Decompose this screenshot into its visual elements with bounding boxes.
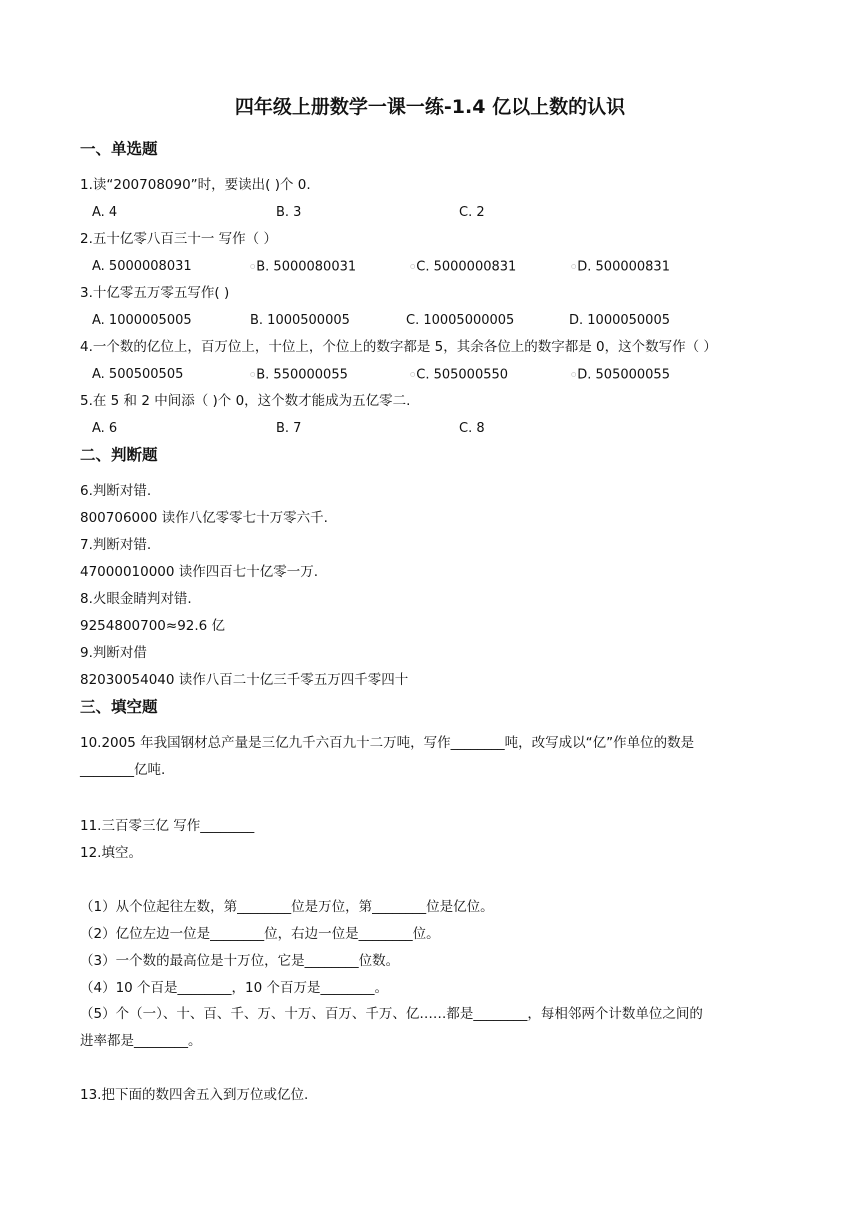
question-3-stem: 3.十亿零五万零五写作( ) bbox=[80, 285, 230, 301]
question-12-item-4: （4）10 个百是________，10 个百万是________。 bbox=[80, 980, 389, 996]
question-9-stem: 9.判断对借 bbox=[80, 645, 147, 661]
question-4-option-b-label: B. 550000055 bbox=[256, 367, 348, 383]
section-heading-fill-blank: 三、填空题 bbox=[80, 698, 158, 716]
page-title: 四年级上册数学一课一练-1.4 亿以上数的认识 bbox=[234, 96, 626, 118]
question-3-option-b[interactable]: B. 1000500005 bbox=[250, 313, 350, 328]
question-12-item-2: （2）亿位左边一位是________位，右边一位是________位。 bbox=[80, 926, 440, 942]
bullet-dot-icon: ○ bbox=[410, 263, 416, 270]
bullet-dot-icon: ○ bbox=[250, 263, 256, 270]
question-2-option-c-label: C. 5000000831 bbox=[416, 259, 517, 275]
question-4-option-d-label: D. 505000055 bbox=[577, 367, 670, 383]
section-heading-true-false: 二、判断题 bbox=[80, 446, 158, 464]
question-6-body: 800706000 读作八亿零零七十万零六千. bbox=[80, 510, 328, 526]
question-7-body: 47000010000 读作四百七十亿零一万. bbox=[80, 564, 319, 580]
question-13-stem: 13.把下面的数四舍五入到万位或亿位. bbox=[80, 1087, 309, 1103]
question-4-option-c[interactable] bbox=[410, 366, 508, 385]
question-5-option-a[interactable]: A. 6 bbox=[92, 421, 118, 436]
question-9-body: 82030054040 读作八百二十亿三千零五万四千零四十 bbox=[80, 672, 409, 688]
question-2-option-c[interactable] bbox=[410, 258, 516, 277]
question-4-option-c-label: C. 505000550 bbox=[416, 367, 509, 383]
bullet-dot-icon: ○ bbox=[571, 263, 577, 270]
question-8-body: 9254800700≈92.6 亿 bbox=[80, 618, 226, 634]
question-6-stem: 6.判断对错. bbox=[80, 483, 152, 499]
question-3-option-c[interactable]: C. 10005000005 bbox=[406, 313, 515, 328]
question-12-item-5: （5）个（一）、十、百、千、万、十万、百万、千万、亿……都是________，每相邻两个计数单位之间的 bbox=[80, 1006, 703, 1022]
question-7-stem: 7.判断对错. bbox=[80, 537, 152, 553]
question-4-stem: 4.一个数的亿位上，百万位上，十位上，个位上的数字都是 5，其余各位上的数字都是 0，这个数写作（ ） bbox=[80, 339, 717, 355]
question-11-stem: 11.三百零三亿 写作________ bbox=[80, 818, 255, 834]
question-4-option-a[interactable]: A. 500500505 bbox=[92, 367, 184, 382]
question-8-stem: 8.火眼金睛判对错. bbox=[80, 591, 192, 607]
question-3-option-d[interactable]: D. 1000050005 bbox=[569, 313, 670, 328]
question-12-item-5-continuation: 进率都是________。 bbox=[80, 1033, 202, 1049]
question-4-option-b[interactable] bbox=[250, 366, 348, 385]
question-2-option-b-label: B. 5000080031 bbox=[256, 259, 357, 275]
question-4-option-d[interactable] bbox=[571, 366, 670, 385]
question-2-option-d[interactable] bbox=[571, 258, 670, 277]
question-1-stem: 1.读“200708090”时，要读出( )个 0. bbox=[80, 177, 311, 193]
question-5-option-c[interactable]: C. 8 bbox=[459, 421, 485, 436]
question-2-option-b[interactable] bbox=[250, 258, 356, 277]
question-1-option-c[interactable]: C. 2 bbox=[459, 205, 485, 220]
question-1-option-a[interactable]: A. 4 bbox=[92, 205, 118, 220]
question-3-option-a[interactable]: A. 1000005005 bbox=[92, 313, 192, 328]
question-12-stem: 12.填空。 bbox=[80, 845, 142, 861]
question-2-option-a[interactable]: A. 5000008031 bbox=[92, 259, 192, 274]
bullet-dot-icon: ○ bbox=[250, 371, 256, 378]
question-5-stem: 5.在 5 和 2 中间添（ )个 0，这个数才能成为五亿零二. bbox=[80, 393, 411, 409]
section-heading-single-choice: 一、单选题 bbox=[80, 140, 158, 158]
question-5-option-b[interactable]: B. 7 bbox=[276, 421, 302, 436]
question-12-item-3: （3）一个数的最高位是十万位，它是________位数。 bbox=[80, 953, 400, 969]
question-2-option-d-label: D. 500000831 bbox=[577, 259, 670, 275]
bullet-dot-icon: ○ bbox=[571, 371, 577, 378]
question-2-stem: 2.五十亿零八百三十一 写作（ ） bbox=[80, 231, 277, 247]
question-10-line-1: 10.2005 年我国钢材总产量是三亿九千六百九十二万吨，写作________吨，改写成以“亿”作单位的数是 bbox=[80, 735, 695, 751]
question-10-line-2: ________亿吨. bbox=[80, 762, 166, 778]
bullet-dot-icon: ○ bbox=[410, 371, 416, 378]
question-12-item-1: （1）从个位起往左数，第________位是万位，第________位是亿位。 bbox=[80, 899, 494, 915]
question-1-option-b[interactable]: B. 3 bbox=[276, 205, 302, 220]
